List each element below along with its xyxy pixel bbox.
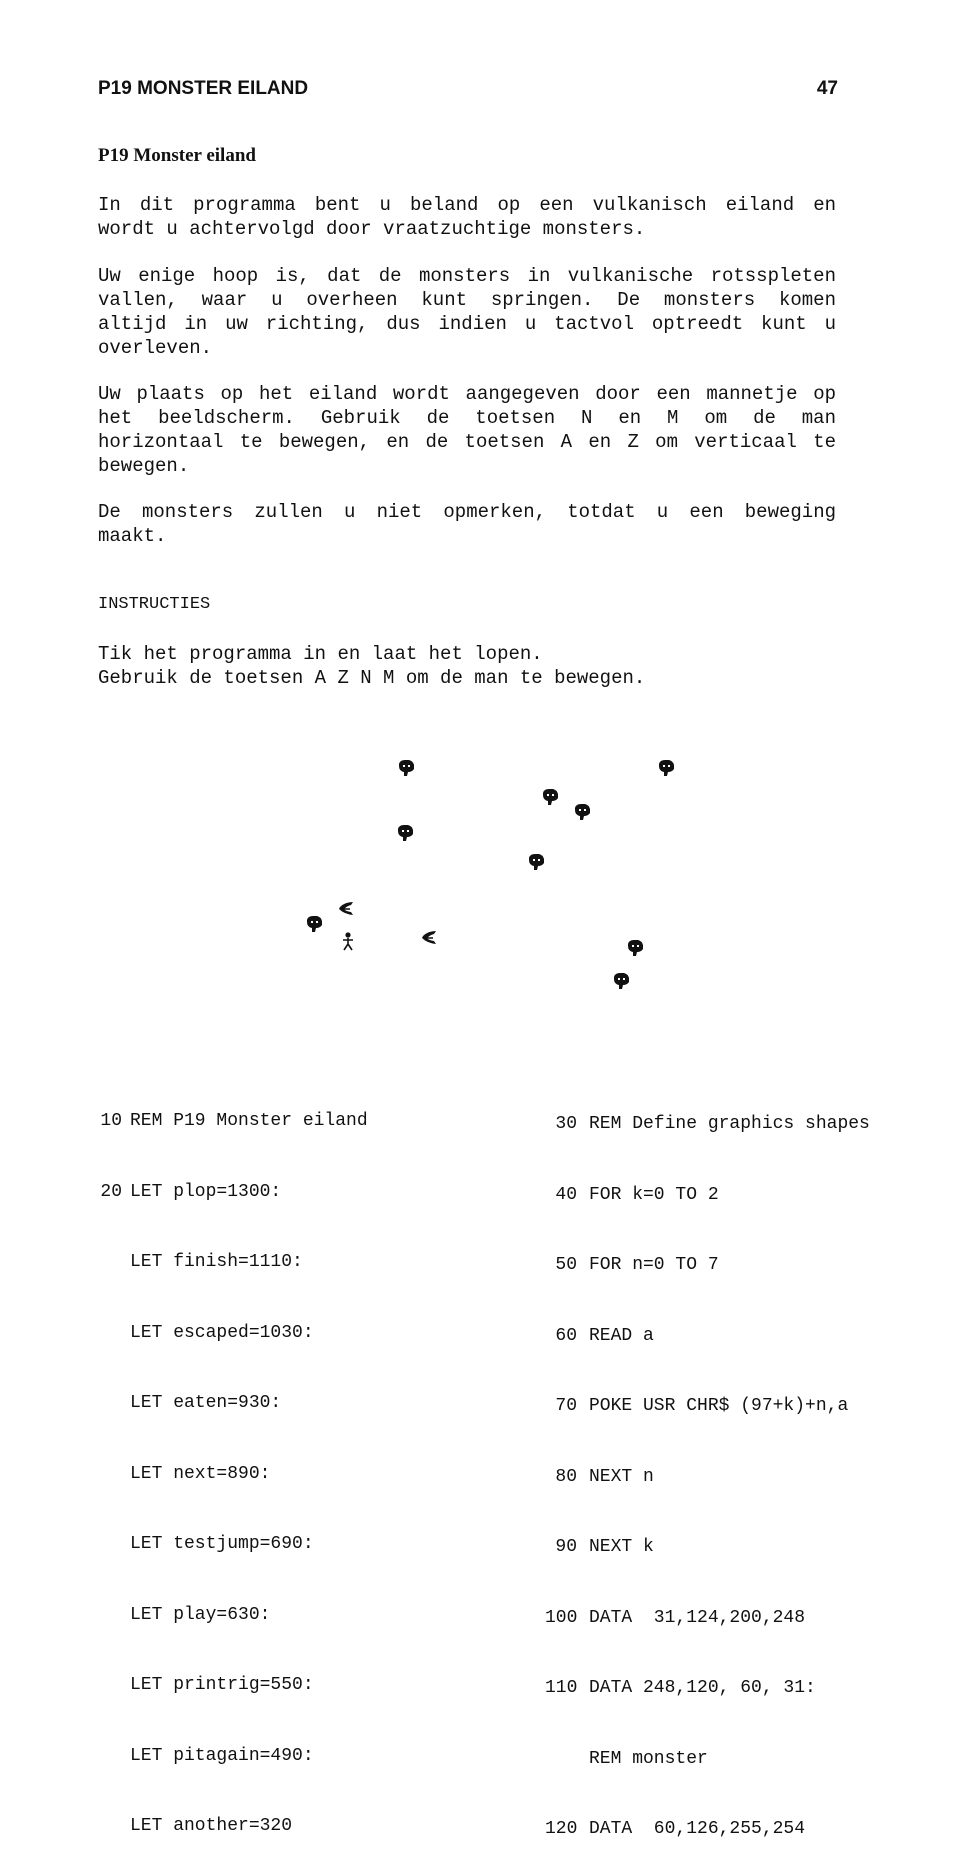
- game-screen-illustration: [290, 745, 710, 1015]
- line-number: 100: [545, 1607, 578, 1628]
- code-line: [545, 1466, 870, 1490]
- code-text: LET eaten=930:: [130, 1393, 282, 1413]
- code-text: REM Define graphics shapes: [589, 1114, 870, 1134]
- text-line: altijd in uw richting, dus indien u tactvol optreedt kunt u: [98, 313, 836, 335]
- text-line: maakt.: [98, 525, 167, 547]
- code-line: [96, 1322, 368, 1346]
- code-text: FOR n=0 TO 7: [589, 1255, 719, 1275]
- code-line: [545, 1536, 870, 1560]
- code-line: [545, 1395, 870, 1419]
- code-line: [96, 1745, 368, 1769]
- text-line: horizontaal te bewegen, en de toetsen A en Z om verticaal te: [98, 431, 836, 453]
- monster-icon: [307, 916, 322, 932]
- instruction-line: Tik het programma in en laat het lopen.: [98, 643, 543, 665]
- code-listing-right: [545, 1066, 870, 1865]
- monster-icon: [628, 940, 643, 956]
- code-text: LET pitagain=490:: [130, 1745, 314, 1766]
- code-text: LET play=630:: [130, 1604, 271, 1625]
- code-text: LET next=890:: [130, 1463, 271, 1484]
- text-line: het beeldscherm. Gebruik de toetsen N en M om de man: [98, 407, 836, 429]
- page-number: 47: [816, 78, 838, 99]
- text-line: vallen, waar u overheen kunt springen. De monsters komen: [98, 289, 836, 311]
- code-line: [545, 1748, 870, 1772]
- code-text: NEXT k: [589, 1537, 654, 1557]
- line-number: 90: [555, 1537, 577, 1557]
- code-text: LET printrig=550:: [130, 1675, 314, 1695]
- code-listing-left: [96, 1063, 368, 1862]
- page-header: [98, 78, 838, 106]
- code-line: [96, 1392, 368, 1416]
- text-line: De monsters zullen u niet opmerken, totdat u een beweging: [98, 501, 836, 523]
- code-text: REM monster: [589, 1748, 708, 1769]
- crevice-icon: [422, 931, 436, 944]
- code-text: READ a: [589, 1325, 654, 1346]
- code-line: [96, 1604, 368, 1628]
- text-line: bewegen.: [98, 455, 190, 477]
- code-line: [96, 1110, 368, 1134]
- code-text: LET testjump=690:: [130, 1534, 314, 1554]
- monster-icon: [399, 760, 414, 776]
- code-text: LET finish=1110:: [130, 1252, 303, 1272]
- code-line: [96, 1533, 368, 1557]
- paragraph-hope: [98, 264, 836, 360]
- crevice-icon: [339, 902, 353, 915]
- line-number: 110: [545, 1678, 578, 1698]
- paragraph-monsters: [98, 500, 836, 548]
- monster-icon: [659, 760, 674, 776]
- text-line: Uw enige hoop is, dat de monsters in vulkanische rotsspleten: [98, 265, 836, 287]
- paragraph-controls: [98, 382, 836, 478]
- code-line: [96, 1181, 368, 1205]
- instructions-title: INSTRUCTIES: [98, 595, 211, 614]
- code-text: DATA 248,120, 60, 31:: [589, 1678, 816, 1698]
- code-line: [545, 1184, 870, 1208]
- code-line: [545, 1113, 870, 1137]
- line-number: 20: [100, 1181, 122, 1202]
- code-line: [545, 1325, 870, 1349]
- code-line: [96, 1674, 368, 1698]
- code-line: [545, 1254, 870, 1278]
- line-number: 120: [545, 1819, 578, 1839]
- line-number: 30: [555, 1114, 577, 1134]
- text-line: overleven.: [98, 337, 213, 359]
- line-number: 10: [100, 1111, 122, 1131]
- monster-icon: [529, 854, 544, 870]
- instruction-line: Gebruik de toetsen A Z N M om de man te bewegen.: [98, 667, 646, 689]
- code-line: [545, 1607, 870, 1631]
- program-heading: P19 Monster eiland: [98, 145, 256, 166]
- line-number: 80: [555, 1466, 577, 1487]
- line-number: 40: [555, 1184, 577, 1205]
- monster-icon: [575, 804, 590, 820]
- monster-icon: [543, 789, 558, 805]
- code-text: LET plop=1300:: [130, 1181, 282, 1202]
- code-text: LET another=320: [130, 1816, 293, 1836]
- line-number: 60: [555, 1325, 577, 1346]
- code-line: [545, 1677, 870, 1701]
- text-line: wordt u achtervolgd door vraatzuchtige monsters.: [98, 218, 646, 240]
- man-icon: [343, 932, 353, 950]
- monster-icon: [614, 973, 629, 989]
- code-line: [96, 1251, 368, 1275]
- text-line: In dit programma bent u beland op een vulkanisch eiland en: [98, 194, 836, 216]
- paragraph-intro: [98, 193, 836, 241]
- code-text: NEXT n: [589, 1466, 654, 1487]
- code-text: DATA 31,124,200,248: [589, 1607, 806, 1628]
- instructions-text: [98, 642, 645, 690]
- code-text: FOR k=0 TO 2: [589, 1184, 719, 1205]
- monster-icon: [398, 825, 413, 841]
- code-line: [545, 1818, 870, 1842]
- code-text: LET escaped=1030:: [130, 1322, 314, 1343]
- code-text: DATA 60,126,255,254: [589, 1819, 806, 1839]
- line-number: 70: [555, 1396, 577, 1416]
- code-text: POKE USR CHR$ (97+k)+n,a: [589, 1396, 849, 1416]
- code-line: [96, 1815, 368, 1839]
- line-number: 50: [555, 1255, 577, 1275]
- code-text: REM P19 Monster eiland: [130, 1111, 368, 1131]
- running-title: P19 MONSTER EILAND: [98, 78, 309, 99]
- code-line: [96, 1463, 368, 1487]
- text-line: Uw plaats op het eiland wordt aangegeven door een mannetje op: [98, 383, 836, 405]
